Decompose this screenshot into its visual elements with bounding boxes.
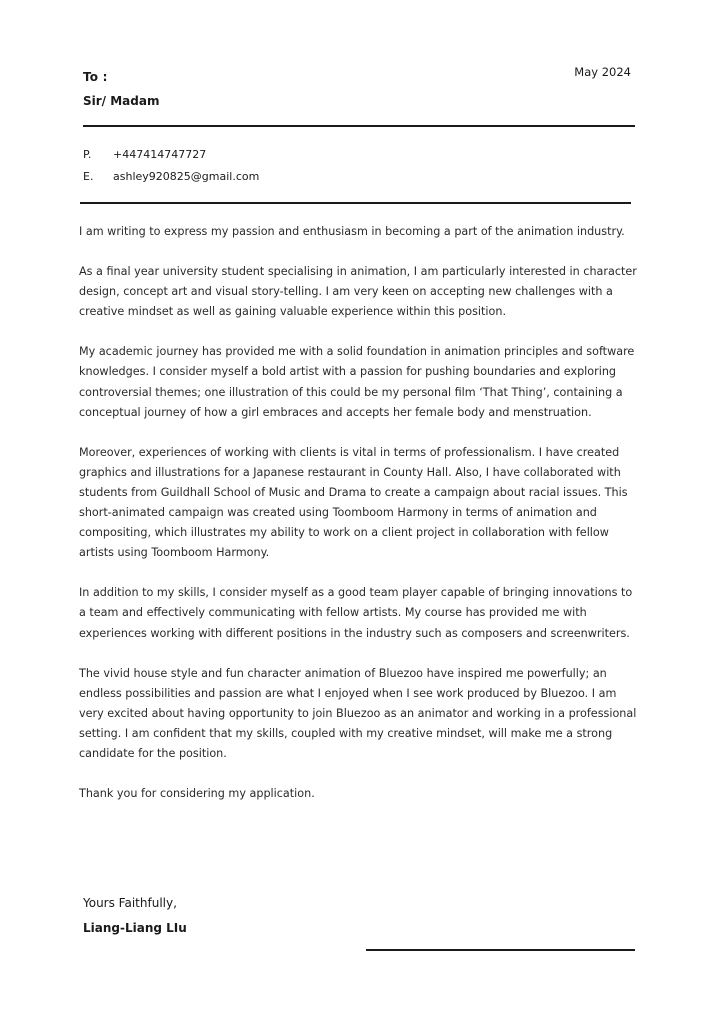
paragraph: My academic journey has provided me with a solid foundation in animation principles and software knowledges. I consider myself a bold artist with a passion for pushing boundaries and exploring controversial themes; one illustration of this could be my personal film ‘That Thing’, containing a conceptual journey of how a girl embraces and accepts her female body and menstruation. <box>79 345 635 419</box>
signature-name: Liang-Liang LIu <box>83 921 187 935</box>
contact-email-row <box>83 170 259 183</box>
paragraph: Thank you for considering my application. <box>79 787 315 801</box>
contact-phone-row <box>83 148 206 161</box>
signature-line <box>366 949 635 951</box>
valediction: Yours Faithfully, <box>83 896 177 910</box>
letter-date: May 2024 <box>574 65 631 79</box>
paragraph: I am writing to express my passion and enthusiasm in becoming a part of the animation industry. <box>79 225 625 238</box>
divider-top <box>83 125 635 127</box>
paragraph: In addition to my skills, I consider myself as a good team player capable of bringing innovations to a team and effectively communicating with fellow artists. My course has provided me with experiences working with different positions in the industry such as composers and screenwriters. <box>79 586 633 640</box>
email-address: ashley920825@gmail.com <box>113 170 260 183</box>
phone-key: P. <box>83 148 92 161</box>
to-label: To : <box>83 70 108 84</box>
letter-body <box>79 222 639 824</box>
phone-number: +447414747727 <box>113 148 207 161</box>
paragraph: The vivid house style and fun character animation of Bluezoo have inspired me powerfully; an endless possibilities and passion are what I enjoyed when I see work produced by Bluezoo. I am very excited about having opportunity to join Bluezoo as an animator and working in a professional setting. I am confident that my skills, coupled with my creative mindset, will make me a strong candidate for the position. <box>79 666 637 760</box>
divider-middle <box>80 202 631 204</box>
recipient: Sir/ Madam <box>83 94 160 108</box>
email-key: E. <box>83 170 94 183</box>
paragraph: Moreover, experiences of working with clients is vital in terms of professionalism. I have created graphics and illustrations for a Japanese restaurant in County Hall. Also, I have collaborated with students from Guildhall School of Music and Drama to create a campaign about racial issues. This short-animated campaign was created using Toomboom Harmony in terms of animation and compositing, which illustrates my ability to work on a client project in collaboration with fellow artists using Toomboom Harmony. <box>79 445 628 560</box>
paragraph: As a final year university student specialising in animation, I am particularly interested in character design, concept art and visual story-telling. I am very keen on accepting new challenges with a creative mindset as well as gaining valuable experience within this position. <box>79 265 637 319</box>
